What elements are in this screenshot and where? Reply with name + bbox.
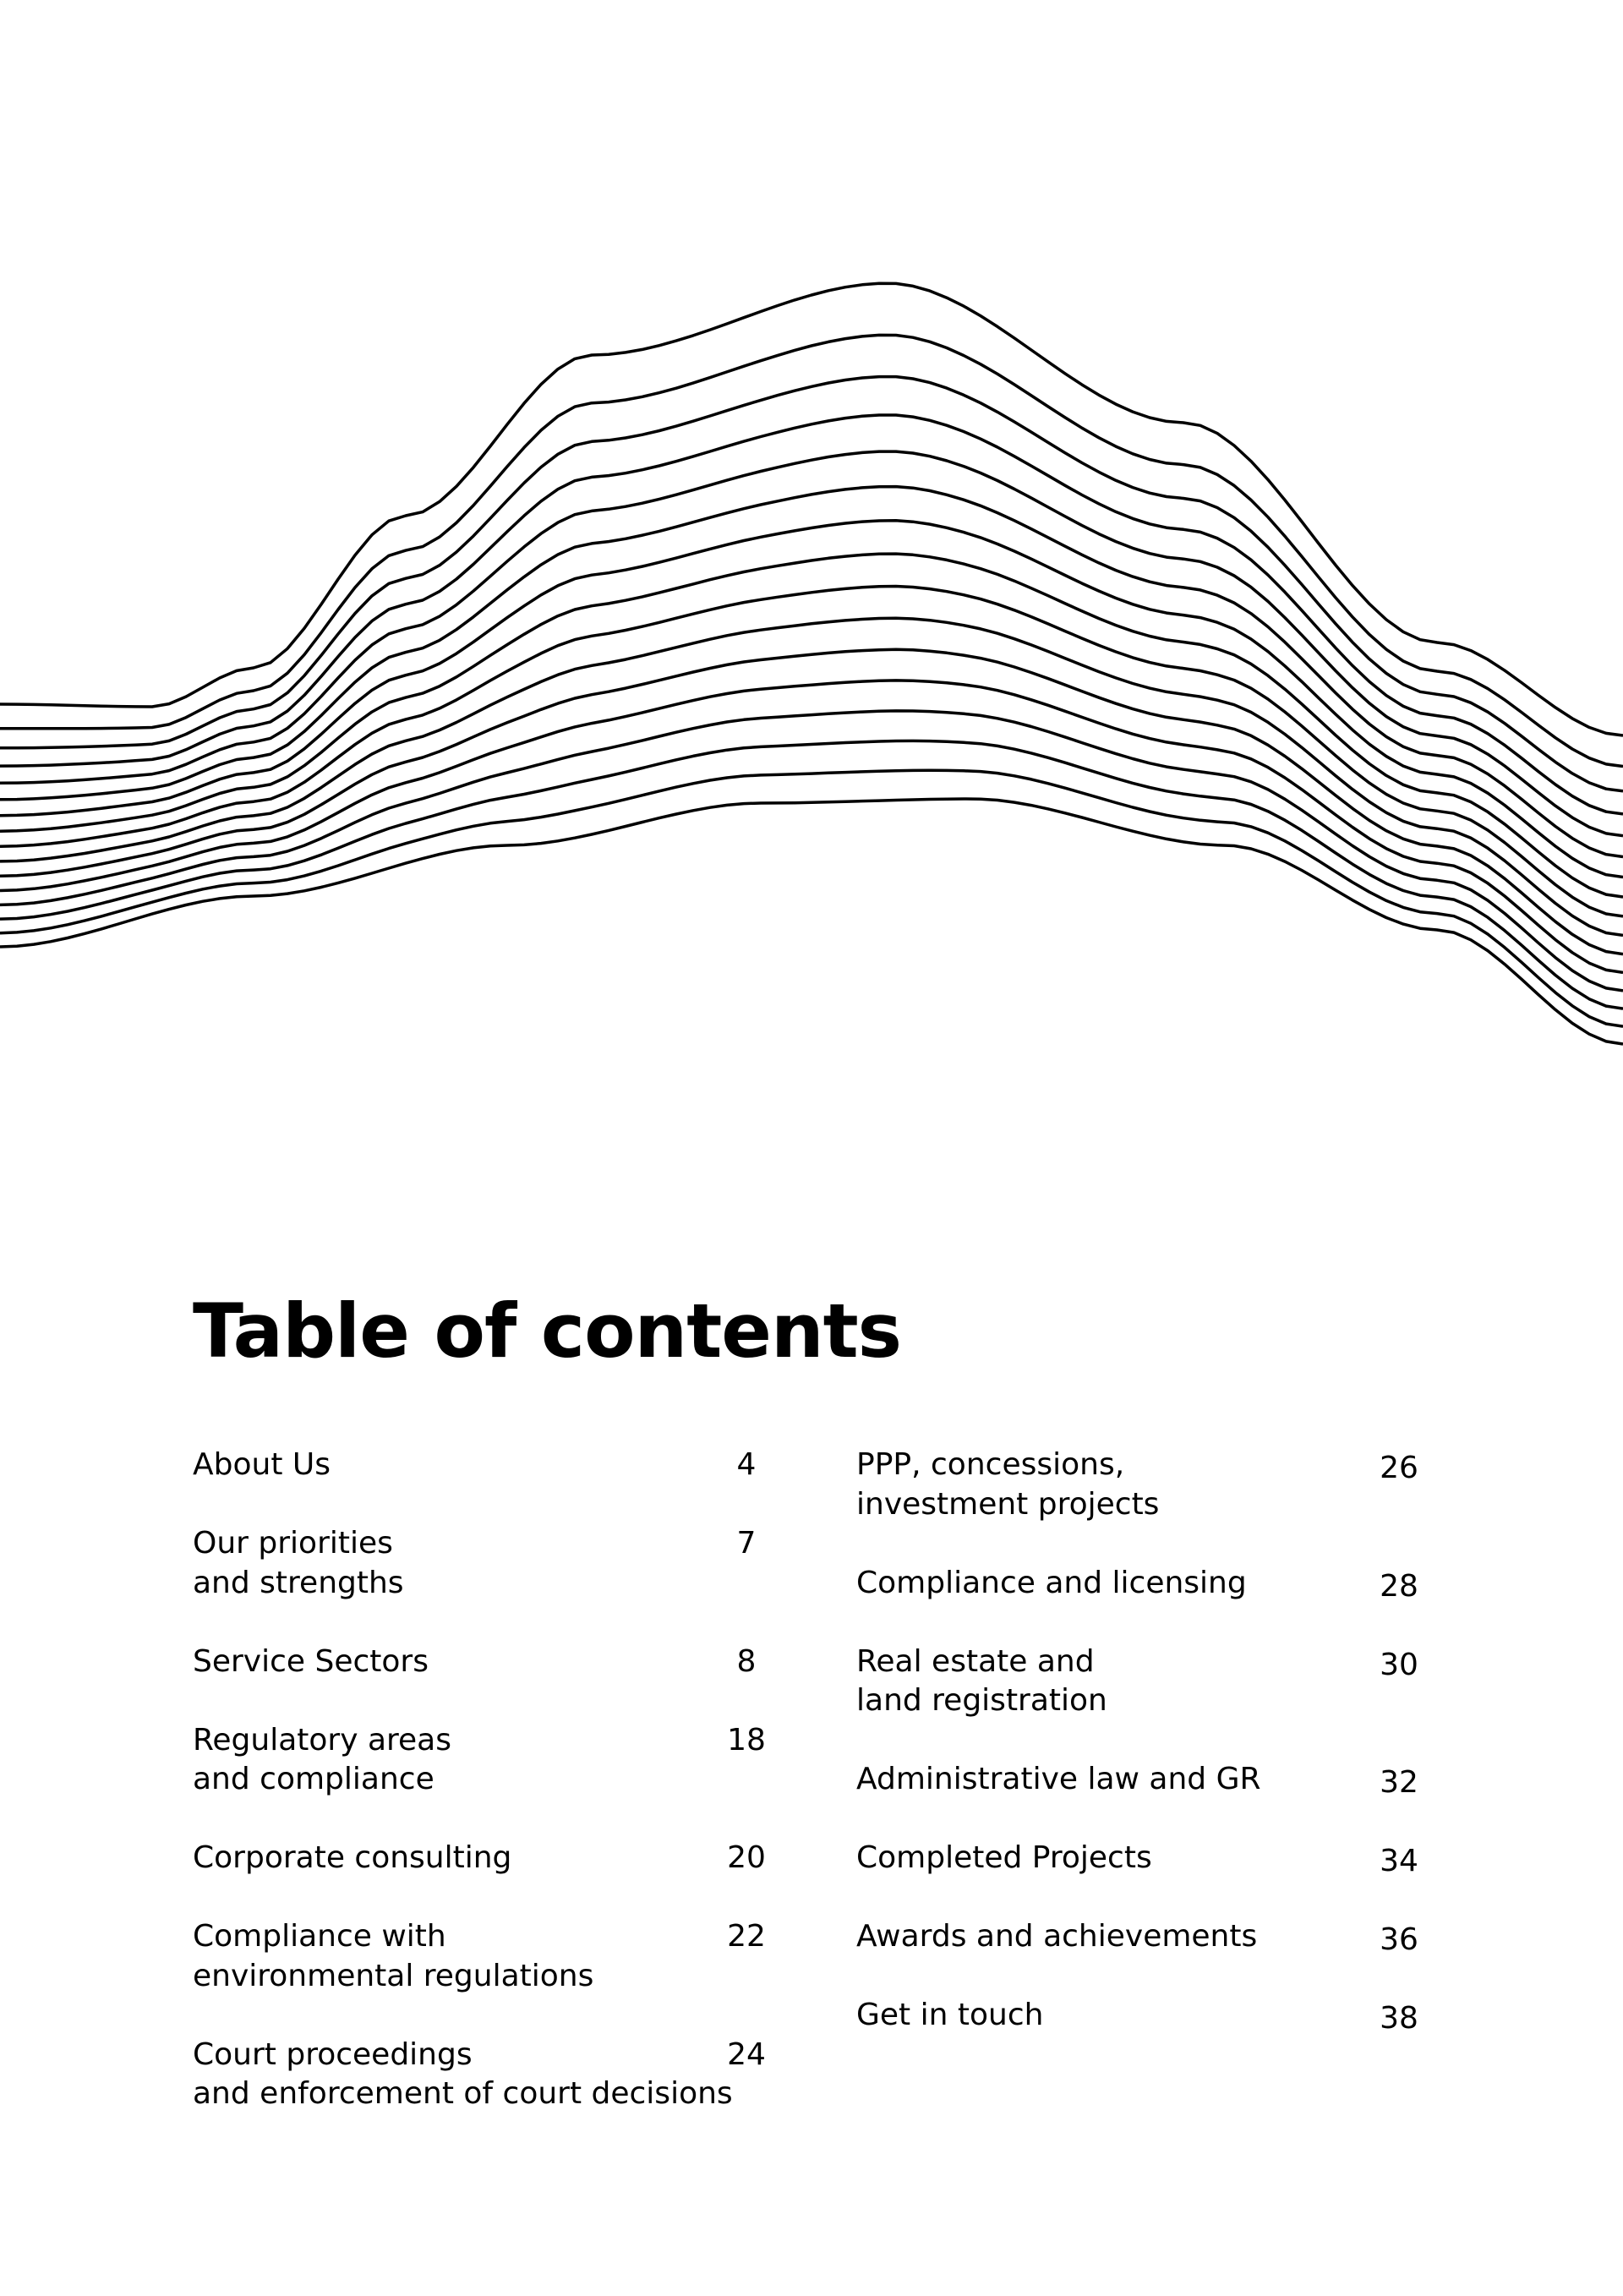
toc-entry[interactable] [193,2036,772,2114]
toc-entry-title: Completed Projects [856,1840,1152,1875]
toc-entry-title: Service Sectors [193,1643,429,1679]
page-title: Table of contents [193,1287,902,1375]
toc-page-number: 18 [727,1722,766,1758]
toc-page-number: 32 [1380,1765,1418,1800]
toc-entry-title: Our priorities [193,1526,393,1561]
decorative-wave-lines [0,0,1623,1099]
toc-right-column [856,1446,1424,2075]
wave-line [0,799,1623,1044]
toc-page-number: 36 [1380,1922,1418,1957]
toc-entry[interactable] [856,1643,1424,1721]
toc-entry[interactable] [193,1524,772,1603]
toc-page-number: 22 [727,1919,766,1954]
toc-entry-title: Administrative law and GR [856,1762,1261,1796]
toc-page-number: 28 [1380,1568,1418,1604]
toc-entry-title: environmental regulations [193,1958,594,1993]
toc-entry-title: PPP, concessions, [856,1447,1125,1482]
toc-entry-title: Real estate and [856,1643,1095,1679]
toc-entry-title: and compliance [193,1762,434,1796]
toc-entry-title: Corporate consulting [193,1840,512,1875]
toc-entry-title: and enforcement of court decisions [193,2076,733,2111]
toc-entry-title: Regulatory areas [193,1722,451,1758]
toc-entry[interactable] [856,1446,1424,1524]
toc-entry-title: Compliance and licensing [856,1565,1247,1600]
toc-entry-title: investment projects [856,1486,1160,1522]
wave-line [0,741,1623,1009]
toc-entry-title: land registration [856,1683,1107,1718]
toc-page-number: 7 [736,1526,757,1561]
toc-entry[interactable] [193,1917,772,1996]
toc-entry-title: Awards and achievements [856,1919,1258,1954]
toc-entry-title: and strengths [193,1565,404,1600]
toc-left-column [193,1446,772,2153]
toc-page-number: 26 [1380,1451,1418,1485]
wave-line [0,521,1623,877]
toc-entry[interactable] [856,1760,1424,1800]
toc-entry[interactable] [856,1996,1424,2036]
toc-page-number: 8 [736,1643,757,1679]
toc-entry[interactable] [856,1917,1424,1957]
toc-page-number: 34 [1380,1844,1418,1878]
toc-page-number: 20 [727,1840,766,1875]
toc-entry-title: About Us [193,1447,331,1482]
toc-page-number: 30 [1380,1647,1418,1682]
toc-entry[interactable] [856,1564,1424,1604]
toc-entry[interactable] [193,1643,772,1682]
toc-entry[interactable] [193,1721,772,1800]
wave-line [0,335,1623,766]
toc-page-number: 4 [736,1447,757,1482]
toc-entry[interactable] [856,1839,1424,1878]
wave-line [0,377,1623,791]
toc-entry[interactable] [193,1446,772,1485]
toc-entry-title: Court proceedings [193,2036,473,2072]
toc-entry-title: Get in touch [856,1998,1044,2032]
toc-entry-title: Compliance with [193,1919,446,1954]
toc-page-number: 38 [1380,2001,1418,2036]
toc-page-number: 24 [727,2036,766,2072]
toc-entry[interactable] [193,1839,772,1878]
